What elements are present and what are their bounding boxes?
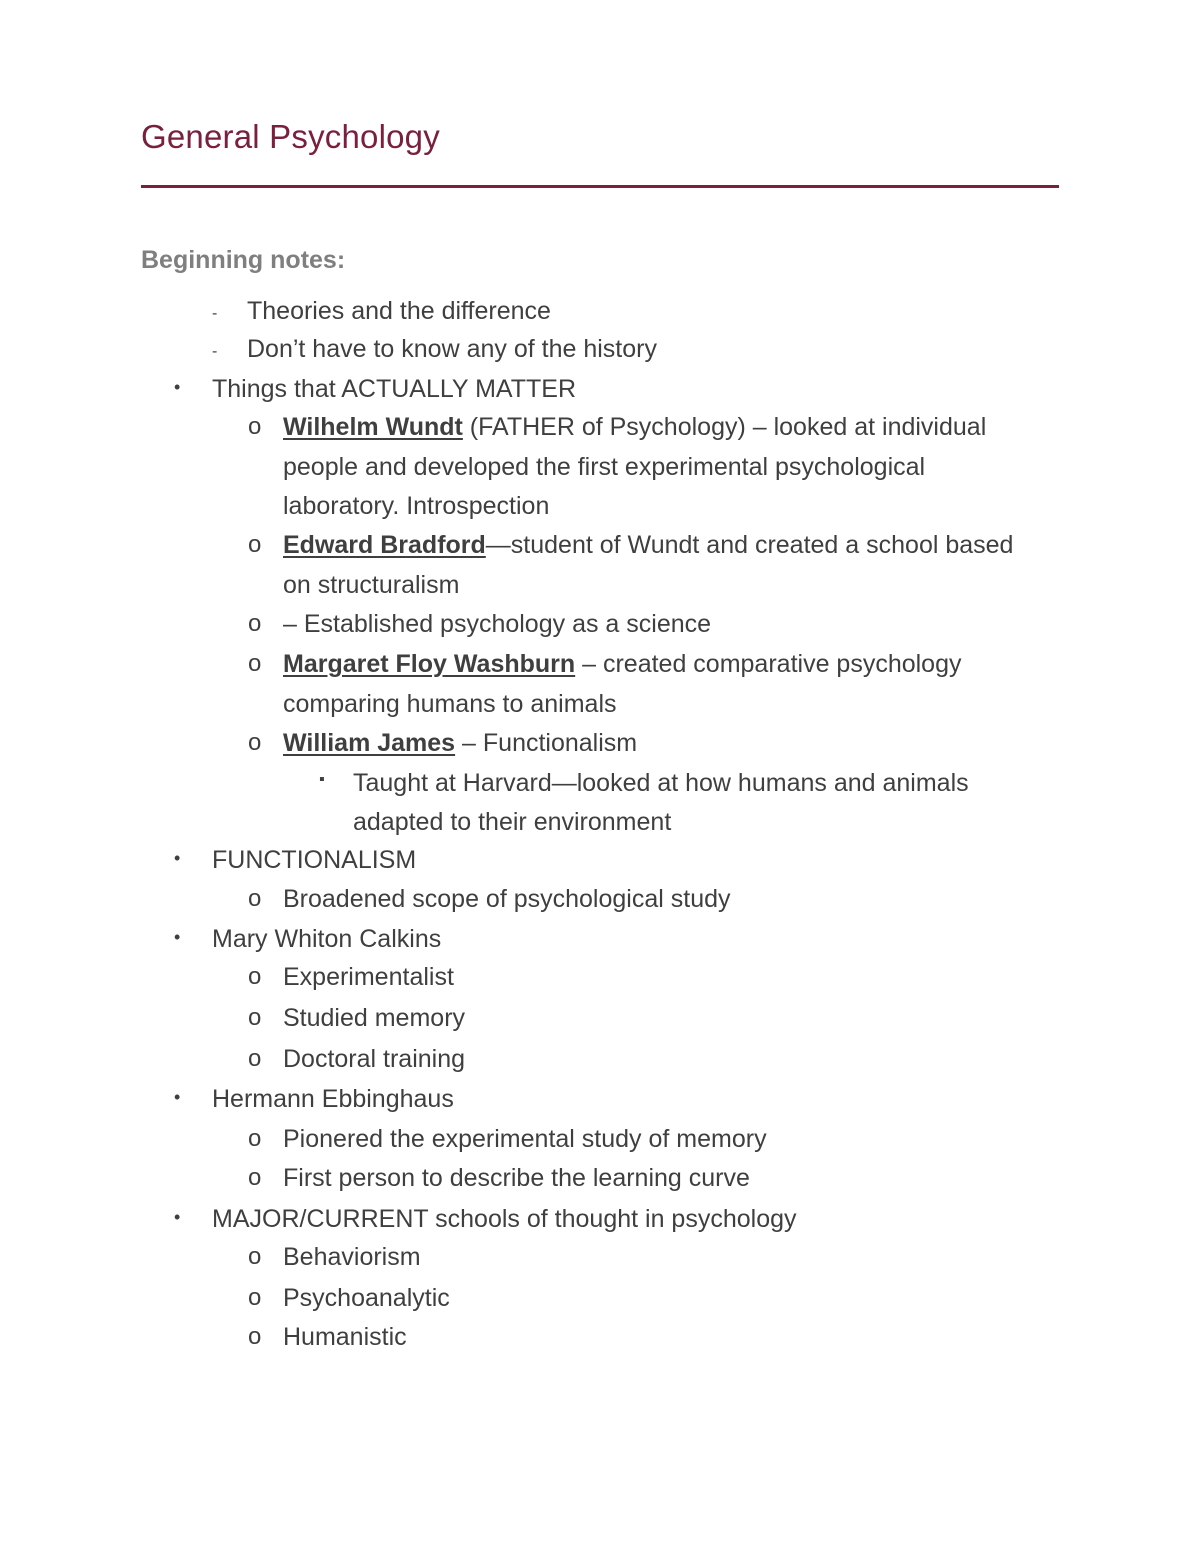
dash-marker: - [212, 305, 218, 322]
list-item: MAJOR/CURRENT schools of thought in psychology [212, 1205, 797, 1233]
list-item: Mary Whiton Calkins [212, 925, 442, 953]
person-name: Edward Bradford [283, 531, 486, 559]
list-item-continuation: adapted to their environment [353, 808, 672, 836]
list-item: – Established psychology as a science [283, 610, 712, 638]
circle-marker: o [248, 1045, 262, 1072]
list-item: Pionered the experimental study of memory [283, 1125, 767, 1153]
list-item: FUNCTIONALISM [212, 846, 417, 874]
person-name: Margaret Floy Washburn [283, 650, 576, 678]
item-text: – created comparative psychology [575, 650, 962, 678]
list-item [283, 649, 962, 679]
item-text: – Functionalism [455, 729, 638, 757]
list-item: Theories and the difference [247, 297, 551, 325]
list-item-continuation: comparing humans to animals [283, 690, 617, 718]
person-name: Wilhelm Wundt [283, 413, 463, 441]
circle-marker: o [248, 1243, 262, 1270]
dash-marker: - [212, 343, 218, 360]
list-item-continuation: laboratory. Introspection [283, 492, 550, 520]
list-item: Psychoanalytic [283, 1284, 450, 1312]
bullet-marker: • [174, 927, 181, 947]
list-item-continuation: on structuralism [283, 571, 460, 599]
list-item [283, 530, 1013, 560]
square-marker: ▪ [319, 771, 325, 788]
list-item [283, 412, 986, 442]
document-title: General Psychology [141, 118, 440, 155]
circle-marker: o [248, 1323, 262, 1350]
circle-marker: o [248, 650, 262, 677]
list-item: Broadened scope of psychological study [283, 885, 731, 913]
list-item: Don’t have to know any of the history [247, 335, 657, 363]
circle-marker: o [248, 963, 262, 990]
circle-marker: o [248, 413, 262, 440]
circle-marker: o [248, 885, 262, 912]
bullet-marker: • [174, 1087, 181, 1107]
bullet-marker: • [174, 1207, 181, 1227]
circle-marker: o [248, 1284, 262, 1311]
list-item: Taught at Harvard—looked at how humans and animals [353, 769, 969, 797]
circle-marker: o [248, 1004, 262, 1031]
item-text: (FATHER of Psychology) – looked at individual [462, 413, 987, 441]
bullet-marker: • [174, 848, 181, 868]
circle-marker: o [248, 610, 262, 637]
circle-marker: o [248, 531, 262, 558]
bullet-marker: • [174, 377, 181, 397]
list-item: Things that ACTUALLY MATTER [212, 375, 577, 403]
circle-marker: o [248, 1125, 262, 1152]
list-item: Doctoral training [283, 1045, 466, 1073]
section-heading: Beginning notes: [141, 246, 346, 274]
circle-marker: o [248, 729, 262, 756]
person-name: William James [283, 729, 456, 757]
list-item [283, 728, 637, 758]
list-item-continuation: people and developed the first experimental psychological [283, 453, 926, 481]
list-item: Studied memory [283, 1004, 466, 1032]
list-item: Humanistic [283, 1323, 407, 1351]
circle-marker: o [248, 1164, 262, 1191]
item-text: —student of Wundt and created a school based [485, 531, 1014, 559]
list-item: Hermann Ebbinghaus [212, 1085, 454, 1113]
list-item: First person to describe the learning curve [283, 1164, 750, 1192]
list-item: Experimentalist [283, 963, 454, 991]
list-item: Behaviorism [283, 1243, 421, 1271]
title-divider [141, 185, 1059, 188]
